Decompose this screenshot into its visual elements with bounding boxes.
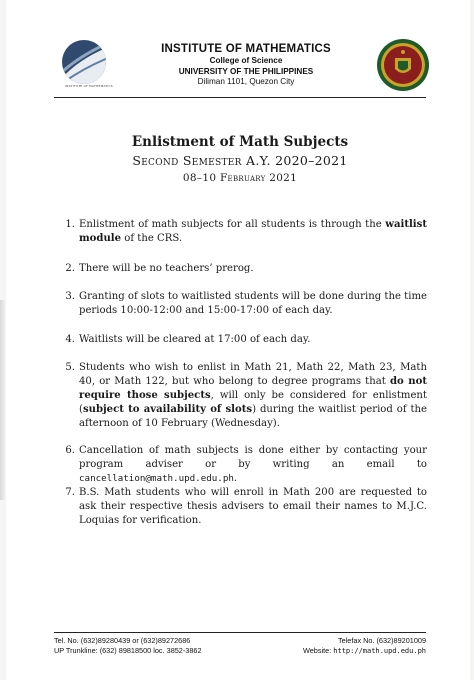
text-run: of the CRS.	[121, 233, 183, 244]
document-subtitle: Second Semester A.Y. 2020–2021	[132, 153, 348, 168]
footer-telefax: Telefax No. (632)89201009	[337, 636, 426, 645]
footer-website	[303, 646, 426, 656]
item-text	[75, 486, 427, 528]
website-label: Website:	[302, 646, 334, 655]
item-text	[75, 333, 427, 347]
website-link[interactable]: http://math.upd.edu.ph	[333, 647, 426, 655]
item-number: 2.	[65, 263, 75, 274]
item-text	[75, 290, 427, 318]
footer-rule	[54, 632, 426, 633]
list-item	[55, 486, 427, 528]
institute-logo-icon	[58, 38, 114, 88]
email-link[interactable]: cancellation@math.upd.edu.ph	[79, 473, 234, 484]
address: Diliman 1101, Quezon City	[197, 77, 295, 86]
emphasis-text: waitlist module	[79, 219, 427, 244]
list-item	[55, 218, 427, 246]
text-run: Enlistment of math subjects for all students is through the	[79, 219, 386, 230]
footer-telephone: Tel. No. (632)89280439 or (632)89272686	[54, 636, 191, 645]
list-item	[55, 290, 427, 318]
item-text	[75, 444, 427, 486]
item-text	[75, 262, 427, 276]
document-title: Enlistment of Math Subjects	[131, 134, 349, 150]
text-run: Granting of slots to waitlisted students will be done during the time periods 10:00-12:00 and 15:00-17:00 of each day.	[79, 291, 427, 316]
university-name: UNIVERSITY OF THE PHILIPPINES	[178, 66, 314, 76]
item-number: 1.	[65, 219, 75, 230]
item-number: 5.	[65, 362, 75, 373]
up-seal-icon	[376, 38, 430, 92]
text-run: There will be no teachers’ prerog.	[79, 263, 254, 274]
institute-name: INSTITUTE OF MATHEMATICS	[161, 43, 331, 55]
item-number: 7.	[65, 487, 75, 498]
emphasis-text: subject to availability of slots	[82, 404, 253, 415]
text-run: Students who wish to enlist in Math 21, Math 22, Math 23, Math 40, or Math 122, but who belong to degree programs that	[79, 362, 427, 387]
college-name: College of Science	[209, 56, 283, 65]
emphasis-text: do not require those subjects	[79, 376, 427, 401]
item-text	[75, 361, 427, 431]
text-run: ) during the waitlist period of the afternoon of 10 February (Wednesday).	[79, 404, 428, 429]
list-item	[55, 262, 427, 276]
item-number: 4.	[65, 334, 75, 345]
text-run: , will only be considered for enlistment (	[79, 390, 427, 415]
letterhead	[136, 42, 356, 88]
document-date: 08–10 February 2021	[182, 172, 298, 184]
list-item	[55, 361, 427, 431]
item-number: 6.	[65, 445, 75, 456]
logo-caption: INSTITUTE OF MATHEMATICS	[65, 84, 113, 88]
text-run: Cancellation of math subjects is done either by contacting your program adviser or by writing an email to	[79, 445, 427, 470]
footer-trunkline: UP Trunkline: (632) 89818500 loc. 3852-3862	[54, 646, 202, 655]
text-run: .	[233, 473, 238, 484]
header-rule	[54, 97, 426, 98]
document-heading	[54, 133, 426, 187]
document-page	[6, 0, 470, 680]
item-number: 3.	[65, 291, 75, 302]
text-run: Waitlists will be cleared at 17:00 of each day.	[79, 334, 311, 345]
text-run: B.S. Math students who will enroll in Math 200 are requested to ask their respective thesis advisers to email their names to M.J.C. Loquias for verification.	[79, 487, 427, 526]
item-text	[75, 218, 427, 246]
list-item	[55, 444, 427, 486]
list-item	[55, 333, 427, 347]
